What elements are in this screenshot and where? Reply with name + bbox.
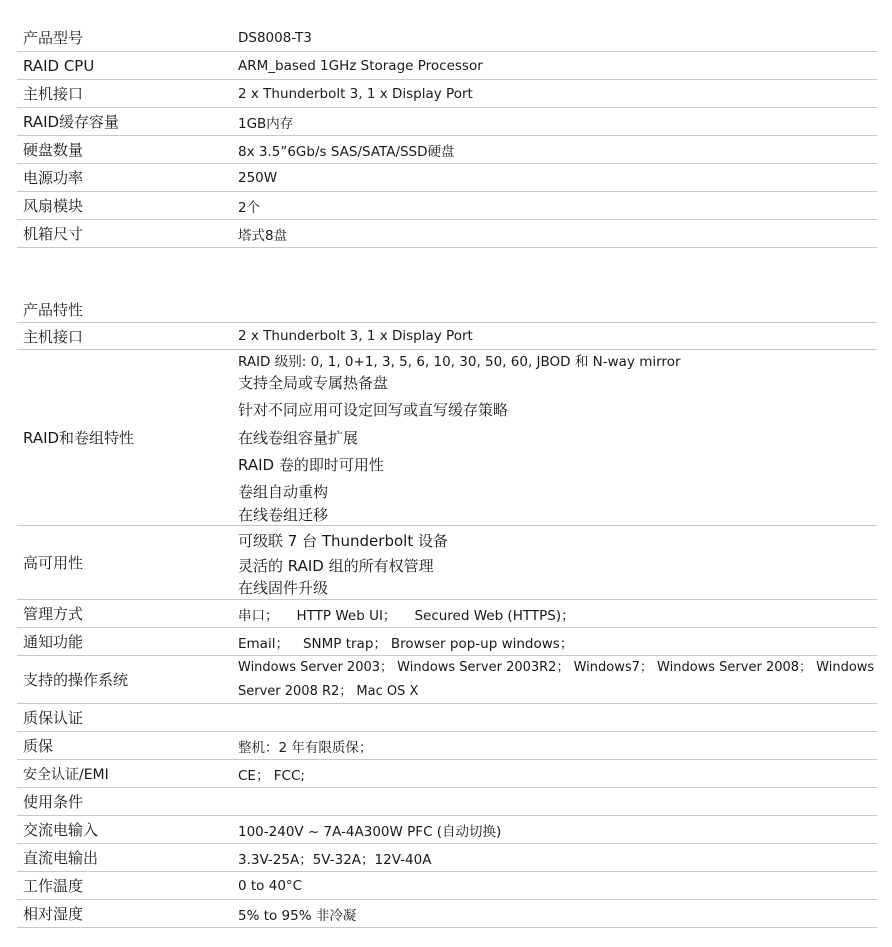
row-label: 主机接口 — [23, 327, 84, 346]
table-row — [17, 136, 877, 164]
row-value: 1GB内存 — [238, 115, 294, 132]
mgmt-item: Secured Web (HTTPS)； — [414, 607, 575, 624]
row-label: 使用条件 — [23, 793, 84, 811]
row-value: 3.3V-25A；5V-32A；12V-40A — [238, 851, 432, 868]
ha-feature-line: 可级联 7 台 Thunderbolt 设备 — [238, 531, 448, 550]
row-label: 通知功能 — [23, 633, 84, 651]
table-row-ha — [17, 526, 877, 600]
spec-table-features — [17, 296, 877, 928]
notify-item: Email； — [238, 635, 289, 652]
os-line: Windows Server 2003； Windows Server 2003R2； Windows7； Windows Server 2008； Windows — [238, 659, 875, 675]
row-label: 管理方式 — [23, 605, 84, 623]
row-value: ARM_based 1GHz Storage Processor — [238, 57, 483, 74]
table-row-os — [17, 656, 877, 704]
row-value — [238, 604, 877, 624]
table-row — [17, 844, 877, 872]
table-row — [17, 816, 877, 844]
row-label: 硬盘数量 — [23, 141, 84, 159]
spec-table-basic — [17, 24, 877, 248]
raid-feature-line: 卷组自动重构 — [238, 482, 329, 501]
section-title: 产品特性 — [23, 300, 84, 319]
table-row — [17, 164, 877, 192]
table-row — [17, 322, 877, 350]
row-value: 2个 — [238, 199, 261, 216]
row-value: 2 x Thunderbolt 3, 1 x Display Port — [238, 328, 473, 344]
row-label: 风扇模块 — [23, 197, 84, 215]
row-value: 塔式8盘 — [238, 227, 288, 244]
table-row-raid — [17, 350, 877, 526]
raid-feature-line: 在线卷组迁移 — [238, 505, 329, 524]
row-value: 100-240V ~ 7A-4A300W PFC (自动切换) — [238, 823, 502, 840]
table-row — [17, 704, 877, 732]
row-label: 安全认证/EMI — [23, 766, 109, 783]
row-value: 0 to 40°C — [238, 877, 303, 894]
table-row — [17, 872, 877, 900]
row-value: DS8008-T3 — [238, 29, 312, 46]
ha-feature-line: 在线固件升级 — [238, 578, 329, 597]
row-value: 250W — [238, 169, 278, 186]
mgmt-item: HTTP Web UI； — [296, 607, 397, 624]
row-label: 交流电输入 — [23, 821, 99, 839]
raid-feature-line: 在线卷组容量扩展 — [238, 428, 359, 447]
table-row — [17, 80, 877, 108]
notify-item: SNMP trap； — [302, 635, 387, 652]
raid-feature-line: RAID 级别: 0, 1, 0+1, 3, 5, 6, 10, 30, 50, 60, JBOD 和 N-way mirror — [238, 353, 681, 370]
mgmt-item: 串口； — [238, 607, 279, 624]
row-label: 工作温度 — [23, 877, 84, 895]
table-row — [17, 108, 877, 136]
row-value: 5% to 95% 非冷凝 — [238, 907, 357, 924]
table-row — [17, 628, 877, 656]
os-line: Server 2008 R2； Mac OS X — [238, 683, 419, 699]
section-heading — [17, 296, 877, 322]
table-row — [17, 760, 877, 788]
row-value — [238, 351, 877, 525]
row-value: CE； FCC; — [238, 767, 305, 784]
row-label: 主机接口 — [23, 85, 84, 103]
table-row — [17, 192, 877, 220]
row-value: 8x 3.5”6Gb/s SAS/SATA/SSD硬盘 — [238, 143, 455, 160]
row-label: 支持的操作系统 — [23, 671, 129, 689]
row-label: 直流电输出 — [23, 849, 99, 867]
row-value: 整机：2 年有限质保； — [238, 739, 373, 756]
row-label: RAID缓存容量 — [23, 113, 120, 131]
table-row — [17, 788, 877, 816]
table-row — [17, 24, 877, 52]
table-row — [17, 220, 877, 248]
row-value — [238, 632, 877, 652]
raid-feature-line: 针对不同应用可设定回写或直写缓存策略 — [238, 400, 509, 419]
row-label: 电源功率 — [23, 169, 84, 187]
table-row — [17, 732, 877, 760]
raid-feature-line: RAID 卷的即时可用性 — [238, 455, 384, 474]
row-label: RAID和卷组特性 — [23, 429, 135, 447]
row-label: 质保 — [23, 737, 54, 755]
row-label: 产品型号 — [23, 29, 84, 47]
table-row — [17, 52, 877, 80]
row-label: 机箱尺寸 — [23, 225, 84, 243]
notify-item: Browser pop-up windows； — [390, 635, 574, 652]
raid-feature-line: 支持全局或专属热备盘 — [238, 373, 389, 392]
row-value: 2 x Thunderbolt 3, 1 x Display Port — [238, 85, 473, 102]
row-value — [238, 656, 878, 704]
row-label: 相对湿度 — [23, 905, 84, 923]
table-row — [17, 900, 877, 928]
ha-feature-line: 灵活的 RAID 组的所有权管理 — [238, 556, 434, 575]
row-label: 质保认证 — [23, 709, 84, 727]
row-value — [238, 528, 877, 598]
table-row — [17, 600, 877, 628]
row-label: RAID CPU — [23, 56, 95, 75]
row-label: 高可用性 — [23, 554, 84, 572]
